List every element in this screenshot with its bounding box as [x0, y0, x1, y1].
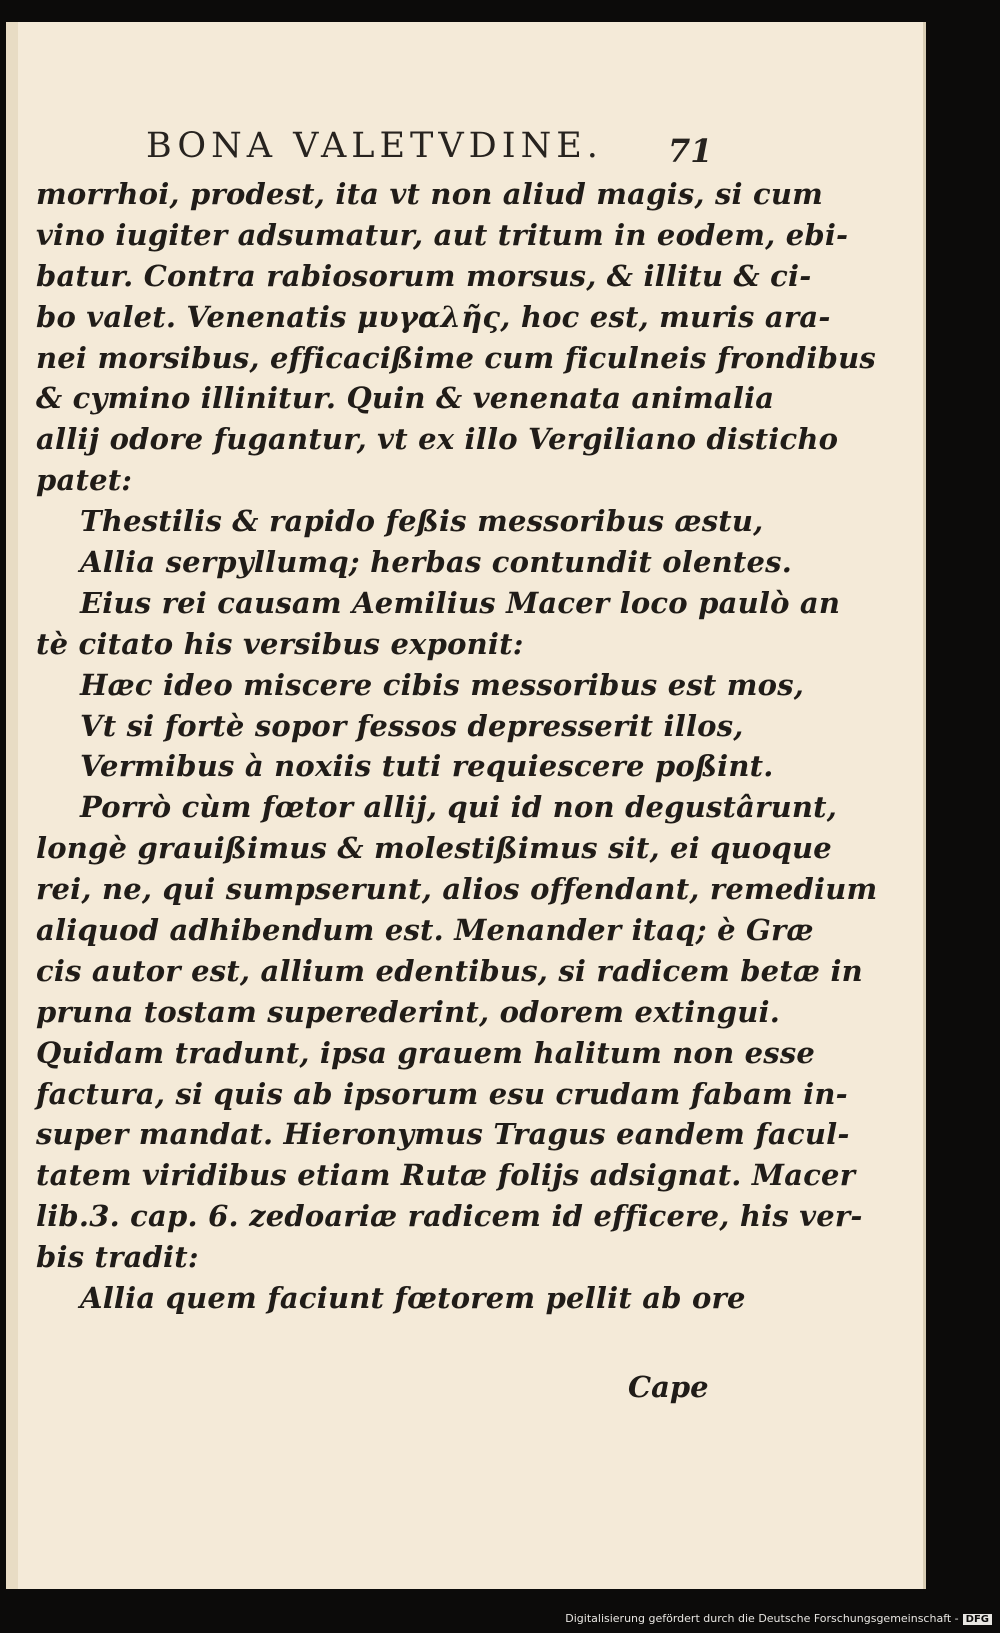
text-line: super mandat. Hieronymus Tragus eandem facul-	[36, 1117, 850, 1152]
verse-line: Thestilis & rapido feßis messoribus æstu,	[80, 504, 764, 539]
text-line: Porrò cùm fœtor allij, qui id non degustârunt,	[80, 790, 838, 825]
text-line: nei morsibus, efficacißime cum ficulneis frondibus	[36, 340, 876, 375]
text-line: & cymino illinitur. Quin & venenata animalia	[36, 381, 775, 416]
text-line: tè citato his versibus exponit:	[36, 626, 524, 661]
running-header	[36, 104, 713, 174]
text-line: bo valet. Venenatis μυγαλῆς, hoc est, muris ara-	[36, 299, 831, 334]
verse-line: Allia quem faciunt fœtorem pellit ab ore	[80, 1281, 746, 1316]
dfg-logo: DFG	[963, 1614, 992, 1625]
digitization-credit	[565, 1612, 992, 1630]
text-line: factura, si quis ab ipsorum esu crudam fabam in-	[36, 1076, 848, 1111]
running-title: BONA VALETVDINE.	[146, 126, 603, 166]
book-page	[6, 22, 926, 1589]
page-number: 71	[668, 132, 713, 170]
text-line: patet:	[36, 463, 133, 498]
text-line: lib.3. cap. 6. zedoariæ radicem id efficere, his ver-	[36, 1199, 863, 1234]
catchword: Cape	[628, 1370, 709, 1404]
text-line: pruna tostam superederint, odorem extingui.	[36, 994, 780, 1029]
text-line: Eius rei causam Aemilius Macer loco paulò an	[80, 585, 841, 620]
text-line: vino iugiter adsumatur, aut tritum in eodem, ebi-	[36, 217, 849, 252]
text-line: allij odore fugantur, vt ex illo Vergiliano disticho	[36, 422, 839, 457]
text-line: bis tradit:	[36, 1240, 199, 1275]
text-line: tatem viridibus etiam Rutæ folijs adsignat. Macer	[36, 1158, 856, 1193]
text-line: rei, ne, qui sumpserunt, alios offendant, remedium	[36, 872, 878, 907]
verse-line: Vt si fortè sopor fessos depresserit illos,	[80, 708, 744, 743]
text-line: morrhoi, prodest, ita vt non aliud magis, si cum	[36, 177, 824, 211]
text-line: Quidam tradunt, ipsa grauem halitum non esse	[36, 1035, 816, 1070]
text-line: batur. Contra rabiosorum morsus, & illitu & ci-	[36, 258, 812, 293]
body-text	[36, 174, 878, 1319]
verse-line: Vermibus à noxiis tuti requiescere poßint.	[80, 749, 774, 784]
text-line: cis autor est, allium edentibus, si radicem betæ in	[36, 953, 863, 988]
text-line: aliquod adhibendum est. Menander itaq; è Græ	[36, 913, 814, 948]
verse-line: Hæc ideo miscere cibis messoribus est mos,	[80, 667, 805, 702]
verse-line: Allia serpyllumq; herbas contundit olentes.	[80, 545, 793, 580]
credit-text: Digitalisierung gefördert durch die Deutsche Forschungsgemeinschaft -	[565, 1612, 959, 1625]
text-line: longè grauißimus & molestißimus sit, ei quoque	[36, 831, 832, 866]
